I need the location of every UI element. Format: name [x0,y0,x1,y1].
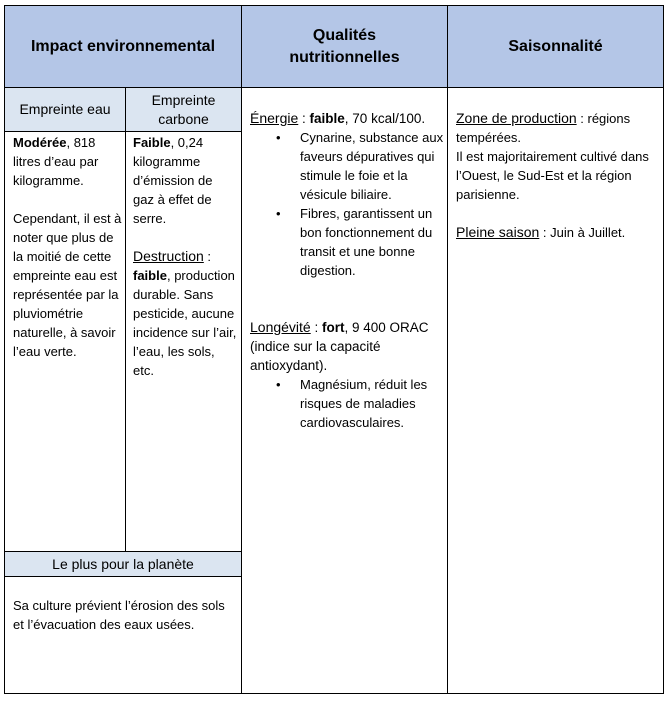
longevite-value: , 9 400 ORAC (indice sur la capacité antioxydant). [250,320,429,373]
eau-level: Modérée [13,135,67,150]
energie-bullets [250,128,445,280]
header-qualites: Qualités nutritionnelles [242,6,447,87]
carbone-value-text: , 0,24 kilogramme d’émission de gaz à effet de serre. [133,135,213,226]
grid-line [5,576,241,577]
carbone-cell [133,133,237,380]
list-item [250,128,445,204]
zone-detail: Il est majoritairement cultivé dans l’Ouest, le Sud-Est et la région parisienne. [456,149,649,202]
destruction [133,247,237,380]
grid-line [5,551,241,552]
bullet-icon: • [276,206,281,221]
eau-value [13,133,123,190]
pleine-saison [456,223,660,242]
destruction-label: Destruction [133,248,204,264]
list-item [250,375,445,432]
subheader-empreinte-carbone: Empreinte carbone [126,88,241,131]
grid-line [241,6,242,693]
eau-note: Cependant, il est à noter que plus de la moitié de cette empreinte eau est représentée par la pluviométrie naturelle, à savoir l’eau verte. [13,211,122,359]
grid-line [125,88,126,552]
grid-line [5,87,663,88]
plus-planete-text: Sa culture prévient l’érosion des sols et l’évacuation des eaux usées. [13,598,225,632]
eau-value-text: , 818 litres d’eau par kilogramme. [13,135,99,188]
destruction-text: , production durable. Sans pesticide, aucune incidence sur l’air, l’eau, les sols, etc. [133,268,237,378]
header-impact: Impact environnemental [5,6,241,87]
subheader-empreinte-eau: Empreinte eau [5,88,125,131]
pleine-label: Pleine saison [456,224,540,240]
zone-value: régions tempérées. [456,111,631,145]
bullet-text: Fibres, garantissent un bon fonctionnement du transit et une bonne digestion. [300,206,433,278]
grid-line [447,6,448,693]
energie-value: , 70 kcal/100. [344,111,426,126]
zone-sep: : [576,111,588,126]
bullet-text: Cynarine, substance aux faveurs dépuratives qui stimule le foie et la vésicule biliaire. [300,130,444,202]
carbone-level: Faible [133,135,171,150]
saison-cell [456,109,660,242]
eau-cell [13,133,123,361]
longevite [250,318,445,375]
destruction-level: faible [133,268,167,283]
longevite-sep: : [310,320,322,335]
zone-production [456,109,660,147]
energie-level: faible [309,111,345,126]
pleine-sep: : [539,225,551,240]
longevite-bullets [250,375,445,432]
qualites-cell [250,109,445,432]
carbone-value [133,133,237,228]
header-saison: Saisonnalité [448,6,663,87]
bullet-text: Magnésium, réduit les risques de maladies cardiovasculaires. [300,377,428,430]
list-item [250,204,445,280]
subheader-plus-planete: Le plus pour la planète [5,552,241,576]
longevite-label: Longévité [250,319,311,335]
zone-label: Zone de production [456,110,577,126]
grid-line [5,131,241,132]
bullet-icon: • [276,130,281,145]
nutrition-table [4,5,664,694]
energie [250,109,445,128]
energie-label: Énergie [250,110,299,126]
pleine-value: Juin à Juillet. [550,225,626,240]
bullet-icon: • [276,377,281,392]
destruction-sep: : [203,249,212,264]
energie-sep: : [298,111,310,126]
longevite-level: fort [321,320,345,335]
